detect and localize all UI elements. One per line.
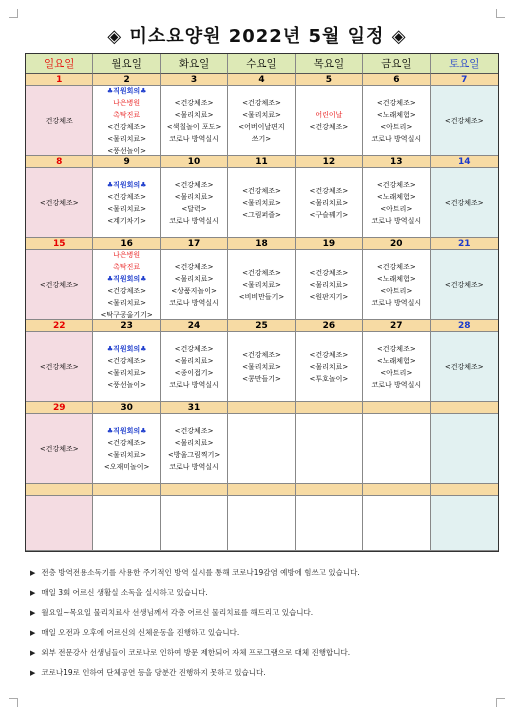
- note-item: [30, 663, 500, 683]
- weekday-header: 일요일: [26, 54, 93, 74]
- day-cell: [93, 168, 160, 238]
- schedule-item: <달력>: [181, 204, 207, 213]
- schedule-item: <건강체조>: [444, 116, 484, 125]
- schedule-item: <건강체조>: [107, 286, 147, 295]
- date-row: [26, 320, 498, 332]
- schedule-item: <물리치료>: [107, 450, 147, 459]
- schedule-item: <물리치료>: [107, 204, 147, 213]
- schedule-item: <건강체조>: [376, 344, 416, 353]
- day-cell: [161, 250, 228, 320]
- day-cell: [26, 414, 93, 484]
- schedule-item: <물리치료>: [309, 362, 349, 371]
- schedule-item: 코로나 방역실시: [371, 134, 422, 143]
- schedule-item: <물리치료>: [309, 198, 349, 207]
- schedule-item: <건강체조>: [107, 122, 147, 131]
- day-cell: [93, 414, 160, 484]
- date-number: 12: [296, 156, 363, 168]
- calendar-table: [25, 53, 499, 552]
- schedule-item: <건강체조>: [39, 198, 79, 207]
- schedule-item: <건강체조>: [309, 350, 349, 359]
- schedule-item: 코로나 방역실시: [371, 298, 422, 307]
- weekday-header: 화요일: [161, 54, 228, 74]
- schedule-item: <방울그림찍기>: [167, 450, 221, 459]
- schedule-item: <건강체조>: [107, 438, 147, 447]
- schedule-item: <건강체조>: [444, 280, 484, 289]
- day-cell: [228, 414, 295, 484]
- date-number: 30: [93, 402, 160, 414]
- schedule-item: <물리치료>: [174, 438, 214, 447]
- schedule-item: <건강체조>: [444, 362, 484, 371]
- date-row: [26, 484, 498, 496]
- schedule-item: <물리치료>: [174, 192, 214, 201]
- schedule-item: <건강체조>: [39, 444, 79, 453]
- date-number: 9: [93, 156, 160, 168]
- schedule-item: <노래체험>: [376, 356, 416, 365]
- schedule-item: <건강체조>: [376, 180, 416, 189]
- schedule-item: <아트리>: [380, 368, 413, 377]
- date-number: [228, 484, 295, 496]
- date-number: 22: [26, 320, 93, 332]
- triangle-bullet-icon: ▶: [30, 609, 36, 617]
- note-item: [30, 563, 500, 583]
- day-cell: [26, 250, 93, 320]
- day-cell: [26, 332, 93, 402]
- note-item: [30, 583, 500, 603]
- note-text: 코로나19로 인하여 단체공연 등을 당분간 진행하지 못하고 있습니다.: [41, 668, 266, 677]
- date-number: 14: [431, 156, 498, 168]
- date-number: 4: [228, 74, 295, 86]
- schedule-item: <건강체조>: [39, 280, 79, 289]
- date-number: 15: [26, 238, 93, 250]
- schedule-item: <건강체조>: [174, 344, 214, 353]
- date-number: [93, 484, 160, 496]
- date-number: [431, 402, 498, 414]
- day-cell: [228, 168, 295, 238]
- triangle-bullet-icon: ▶: [30, 649, 36, 657]
- page-corner-mark: [9, 698, 18, 707]
- schedule-item: 코로나 방역실시: [169, 134, 219, 143]
- schedule-item: ♣직원회의♣: [106, 274, 147, 283]
- schedule-item: ♣직원회의♣: [106, 86, 147, 95]
- schedule-item: 코로나 방역실시: [169, 462, 219, 471]
- schedule-item: <건강체조>: [39, 362, 79, 371]
- date-number: 8: [26, 156, 93, 168]
- schedule-item: <풍선놀이>: [107, 380, 147, 389]
- schedule-item: 코로나 방역실시: [169, 216, 219, 225]
- schedule-item: <건강체조>: [242, 268, 281, 277]
- day-cell: [296, 332, 363, 402]
- schedule-item: <건강체조>: [376, 262, 416, 271]
- schedule-row: [26, 332, 498, 402]
- day-cell: [363, 414, 430, 484]
- date-number: 11: [228, 156, 295, 168]
- day-cell: [228, 496, 295, 551]
- day-cell: [93, 86, 160, 156]
- page-title: ◈ 미소요양원 2022년 5월 일정 ◈: [107, 26, 407, 47]
- date-number: 5: [296, 74, 363, 86]
- day-cell: [296, 168, 363, 238]
- date-row: [26, 156, 498, 168]
- schedule-row: [26, 414, 498, 484]
- date-number: 3: [161, 74, 228, 86]
- date-number: 13: [363, 156, 430, 168]
- day-cell: [363, 250, 430, 320]
- date-number: [363, 402, 430, 414]
- day-cell: [228, 332, 295, 402]
- date-number: 20: [363, 238, 430, 250]
- date-number: 2: [93, 74, 160, 86]
- date-number: 18: [228, 238, 295, 250]
- date-number: 6: [363, 74, 430, 86]
- day-cell: [296, 414, 363, 484]
- day-cell: [363, 86, 430, 156]
- schedule-item: <건강체조>: [174, 426, 214, 435]
- schedule-item: <투호놀이>: [309, 374, 349, 383]
- weekday-header: 수요일: [228, 54, 295, 74]
- note-item: [30, 603, 500, 623]
- schedule-item: <건강체조>: [309, 268, 349, 277]
- note-item: [30, 643, 500, 663]
- date-number: [431, 484, 498, 496]
- day-cell: [93, 332, 160, 402]
- note-text: 외부 전문강사 선생님들이 코로나로 인하여 방문 제한되어 자체 프로그램으로 대체 진행합니다.: [41, 648, 351, 657]
- date-number: 23: [93, 320, 160, 332]
- calendar-weeks: [26, 74, 498, 551]
- day-cell: [431, 168, 498, 238]
- day-cell: [93, 496, 160, 551]
- day-cell: [161, 332, 228, 402]
- weekday-header: 금요일: [363, 54, 430, 74]
- schedule-item: <그림퍼즐>: [242, 210, 281, 219]
- day-cell: [431, 332, 498, 402]
- schedule-item: <계기차기>: [107, 216, 147, 225]
- triangle-bullet-icon: ▶: [30, 629, 36, 637]
- schedule-item: <물리치료>: [242, 362, 281, 371]
- date-number: 31: [161, 402, 228, 414]
- day-cell: [363, 168, 430, 238]
- schedule-item: ♣직원회의♣: [106, 426, 147, 435]
- schedule-item: <탁구공옮기기>: [100, 310, 153, 319]
- date-number: 16: [93, 238, 160, 250]
- note-text: 매일 3회 어르신 생활실 소독을 실시하고 있습니다.: [41, 588, 208, 597]
- date-number: 27: [363, 320, 430, 332]
- note-item: [30, 623, 500, 643]
- schedule-item: 건강체조: [45, 116, 73, 125]
- date-number: 25: [228, 320, 295, 332]
- day-cell: [363, 332, 430, 402]
- schedule-item: 코로나 방역실시: [371, 216, 422, 225]
- schedule-item: <물리치료>: [107, 298, 147, 307]
- schedule-item: <물리치료>: [309, 280, 349, 289]
- schedule-item: <건강체조>: [376, 98, 416, 107]
- day-cell: [26, 86, 93, 156]
- day-cell: [228, 86, 295, 156]
- schedule-item: <물리치료>: [174, 274, 214, 283]
- schedule-item: <어버이날편지: [238, 122, 285, 131]
- date-number: 21: [431, 238, 498, 250]
- triangle-bullet-icon: ▶: [30, 669, 36, 677]
- schedule-item: <건강체조>: [174, 262, 214, 271]
- date-number: [26, 484, 93, 496]
- day-cell: [228, 250, 295, 320]
- day-cell: [26, 496, 93, 551]
- date-number: 1: [26, 74, 93, 86]
- triangle-bullet-icon: ▶: [30, 569, 36, 577]
- schedule-item: <물리치료>: [174, 356, 214, 365]
- day-cell: [431, 250, 498, 320]
- date-number: 7: [431, 74, 498, 86]
- schedule-item: 코로나 방역실시: [169, 380, 219, 389]
- page-corner-mark: [9, 9, 18, 18]
- schedule-item: <건강체조>: [242, 98, 281, 107]
- day-cell: [161, 168, 228, 238]
- date-number: 26: [296, 320, 363, 332]
- day-cell: [161, 86, 228, 156]
- day-cell: [161, 414, 228, 484]
- date-number: [363, 484, 430, 496]
- weekday-header: 월요일: [93, 54, 160, 74]
- schedule-row: [26, 496, 498, 551]
- page-corner-mark: [496, 9, 505, 18]
- schedule-item: <콩만들기>: [242, 374, 281, 383]
- date-number: [228, 402, 295, 414]
- note-text: 매일 오전과 오후에 어르신의 신체운동을 진행하고 있습니다.: [41, 628, 240, 637]
- schedule-item: <노래체험>: [376, 110, 416, 119]
- schedule-item: <건강체조>: [242, 350, 281, 359]
- day-cell: [296, 250, 363, 320]
- date-number: [161, 484, 228, 496]
- day-cell: [363, 496, 430, 551]
- schedule-item: 어린이날: [315, 110, 343, 119]
- schedule-item: 나은병원: [113, 250, 141, 259]
- schedule-row: [26, 168, 498, 238]
- schedule-item: <비비만들기>: [238, 292, 285, 301]
- schedule-item: <건강체조>: [174, 98, 214, 107]
- schedule-item: <아트리>: [380, 204, 413, 213]
- weekday-header: 목요일: [296, 54, 363, 74]
- date-number: [296, 402, 363, 414]
- day-cell: [161, 496, 228, 551]
- schedule-item: ♣직원회의♣: [106, 180, 147, 189]
- date-number: 29: [26, 402, 93, 414]
- note-text: 전층 방역전용소독기를 사용한 주기적인 방역 실시를 통해 코로나19감염 예방에 힘쓰고 있습니다.: [41, 568, 360, 577]
- schedule-item: <아트리>: [380, 286, 413, 295]
- schedule-item: <원판지기>: [309, 292, 349, 301]
- page-corner-mark: [496, 698, 505, 707]
- schedule-item: <물리치료>: [242, 110, 281, 119]
- schedule-item: <물리치료>: [242, 280, 281, 289]
- schedule-item: 쓰기>: [251, 134, 272, 143]
- schedule-item: <건강체조>: [309, 186, 349, 195]
- schedule-item: 코로나 방역실시: [169, 298, 219, 307]
- date-row: [26, 238, 498, 250]
- day-cell: [296, 86, 363, 156]
- date-row: [26, 74, 498, 86]
- schedule-item: <아트리>: [380, 122, 413, 131]
- schedule-item: <물리치료>: [107, 134, 147, 143]
- schedule-item: <색칠놀이 포도>: [166, 122, 222, 131]
- schedule-item: <건강체조>: [107, 356, 147, 365]
- day-cell: [93, 250, 160, 320]
- schedule-item: <노래체험>: [376, 192, 416, 201]
- triangle-bullet-icon: ▶: [30, 589, 36, 597]
- date-row: [26, 402, 498, 414]
- schedule-item: <종이접기>: [174, 368, 214, 377]
- schedule-row: [26, 86, 498, 156]
- schedule-item: <건강체조>: [242, 186, 281, 195]
- schedule-item: <건강체조>: [444, 198, 484, 207]
- date-number: 28: [431, 320, 498, 332]
- date-number: 24: [161, 320, 228, 332]
- schedule-item: <건강체조>: [107, 192, 147, 201]
- date-number: 17: [161, 238, 228, 250]
- weekday-header: 토요일: [431, 54, 498, 74]
- schedule-item: <건강체조>: [174, 180, 214, 189]
- weekday-header-row: [26, 54, 498, 74]
- schedule-item: <오재미놀이>: [103, 462, 150, 471]
- date-number: [296, 484, 363, 496]
- note-text: 월요일~목요일 물리치료사 선생님께서 각층 어르신 물리치료를 해드리고 있습니다.: [41, 608, 314, 617]
- schedule-item: 촉탁진료: [113, 262, 141, 271]
- day-cell: [431, 86, 498, 156]
- date-number: 19: [296, 238, 363, 250]
- day-cell: [296, 496, 363, 551]
- day-cell: [431, 496, 498, 551]
- notes-list: [30, 563, 500, 683]
- schedule-row: [26, 250, 498, 320]
- schedule-item: 나은병원: [113, 98, 141, 107]
- schedule-item: <물리치료>: [107, 368, 147, 377]
- schedule-item: ♣직원회의♣: [106, 344, 147, 353]
- schedule-item: 촉탁진료: [113, 110, 141, 119]
- schedule-item: <풍선놀이>: [107, 146, 147, 155]
- day-cell: [431, 414, 498, 484]
- schedule-item: <물리치료>: [242, 198, 281, 207]
- date-number: 10: [161, 156, 228, 168]
- day-cell: [26, 168, 93, 238]
- schedule-item: <노래체험>: [376, 274, 416, 283]
- schedule-item: <구슬꿰기>: [309, 210, 349, 219]
- schedule-item: <상품지놀이>: [171, 286, 217, 295]
- schedule-item: <물리치료>: [174, 110, 214, 119]
- schedule-item: 코로나 방역실시: [371, 380, 422, 389]
- schedule-item: <건강체조>: [309, 122, 349, 131]
